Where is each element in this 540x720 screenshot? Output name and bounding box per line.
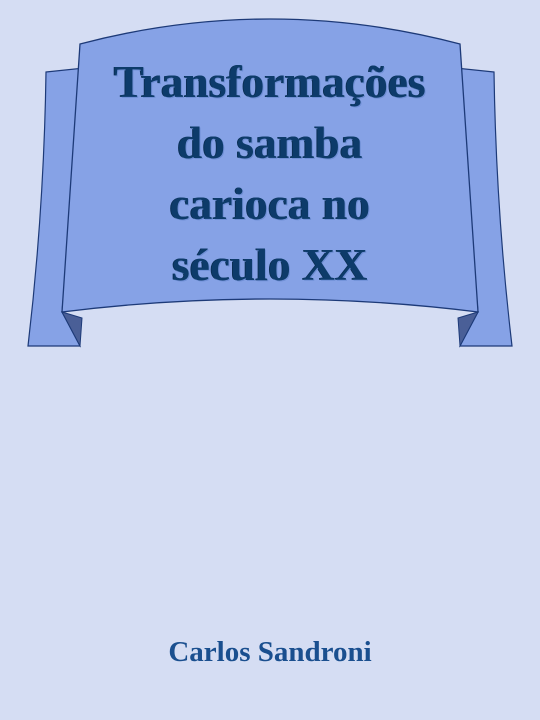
title-line: século XX	[172, 240, 368, 290]
title-line: Transformações	[114, 57, 426, 107]
title-line: carioca no	[169, 179, 371, 229]
title-line: do samba	[177, 118, 363, 168]
book-title	[60, 52, 480, 296]
author-name: Carlos Sandroni	[168, 636, 372, 668]
